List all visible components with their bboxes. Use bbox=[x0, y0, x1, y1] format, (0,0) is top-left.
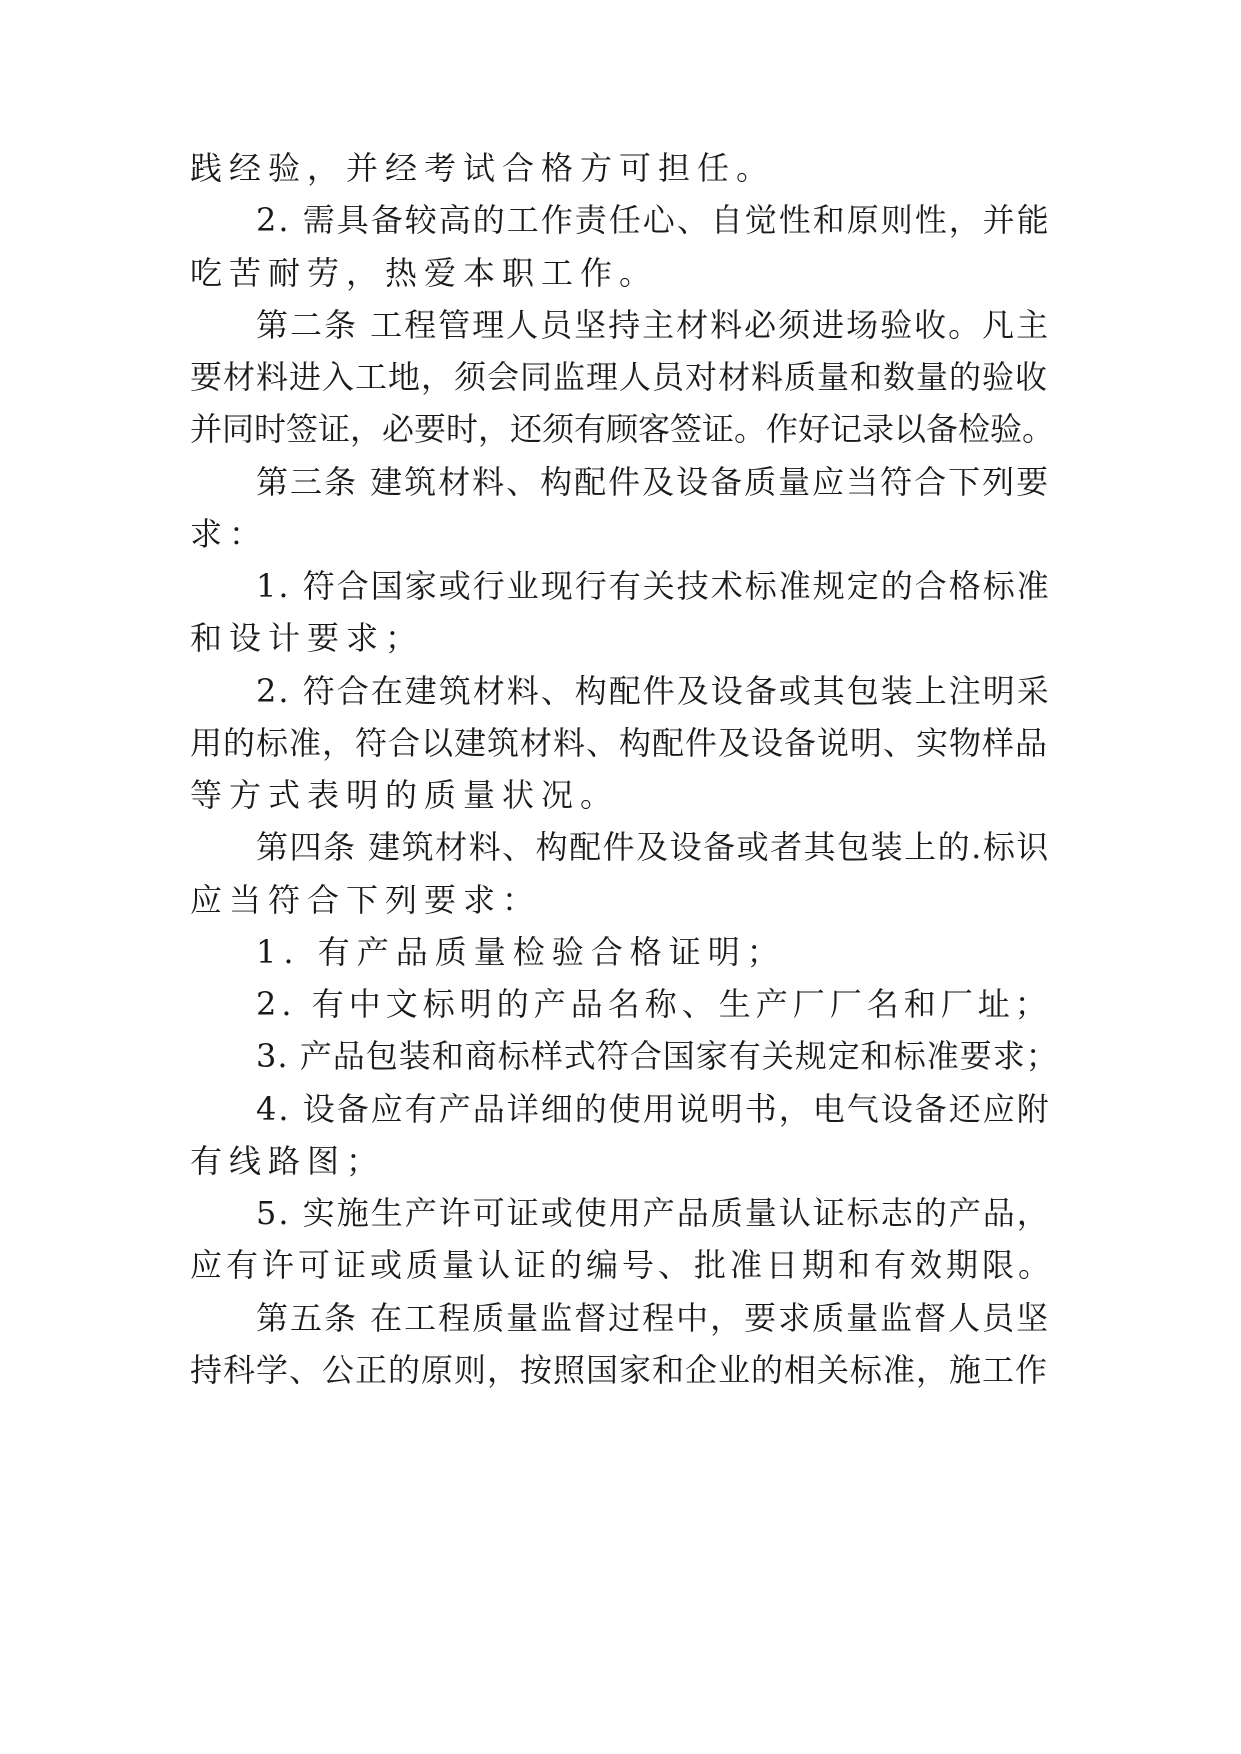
text-line: 2. 需具备较高的工作责任心、自觉性和原则性，并能 bbox=[256, 201, 1051, 239]
text-line: 吃苦耐劳，热爱本职工作。 bbox=[190, 254, 659, 292]
text-line: 2. 符合在建筑材料、构配件及设备或其包装上注明采 bbox=[256, 672, 1051, 710]
text-line: 3. 产品包装和商标样式符合国家有关规定和标准要求； bbox=[256, 1037, 1059, 1075]
text-line: 用的标准，符合以建筑材料、构配件及设备说明、实物样品 bbox=[190, 724, 1049, 762]
text-line: 践经验，并经考试合格方可担任。 bbox=[190, 149, 776, 187]
text-line: 并同时签证，必要时，还须有顾客签证。作好记录以备检验。 bbox=[190, 410, 1055, 448]
text-line: 应有许可证或质量认证的编号、批准日期和有效期限。 bbox=[190, 1246, 1055, 1284]
text-line: 4. 设备应有产品详细的使用说明书，电气设备还应附 bbox=[256, 1090, 1051, 1128]
text-line: 1. 有产品质量检验合格证明； bbox=[256, 933, 786, 971]
text-line: 等方式表明的质量状况。 bbox=[190, 776, 620, 814]
text-line: 第四条 建筑材料、构配件及设备或者其包装上的.标识 bbox=[256, 828, 1050, 866]
text-line: 2. 有中文标明的产品名称、生产厂厂名和厂址； bbox=[256, 985, 1052, 1023]
text-line: 求： bbox=[190, 515, 269, 553]
text-line: 要材料进入工地，须会同监理人员对材料质量和数量的验收 bbox=[190, 358, 1049, 396]
text-line: 有线路图； bbox=[190, 1142, 386, 1180]
text-line: 应当符合下列要求： bbox=[190, 881, 542, 919]
text-line: 1. 符合国家或行业现行有关技术标准规定的合格标准 bbox=[256, 567, 1051, 605]
text-line: 第五条 在工程质量监督过程中，要求质量监督人员坚 bbox=[256, 1299, 1051, 1337]
text-line: 和设计要求； bbox=[190, 619, 425, 657]
text-line: 5. 实施生产许可证或使用产品质量认证标志的产品， bbox=[256, 1194, 1051, 1232]
text-line: 持科学、公正的原则，按照国家和企业的相关标准，施工作 bbox=[190, 1351, 1049, 1389]
text-line: 第二条 工程管理人员坚持主材料必须进场验收。凡主 bbox=[256, 306, 1051, 344]
text-line: 第三条 建筑材料、构配件及设备质量应当符合下列要 bbox=[256, 463, 1051, 501]
